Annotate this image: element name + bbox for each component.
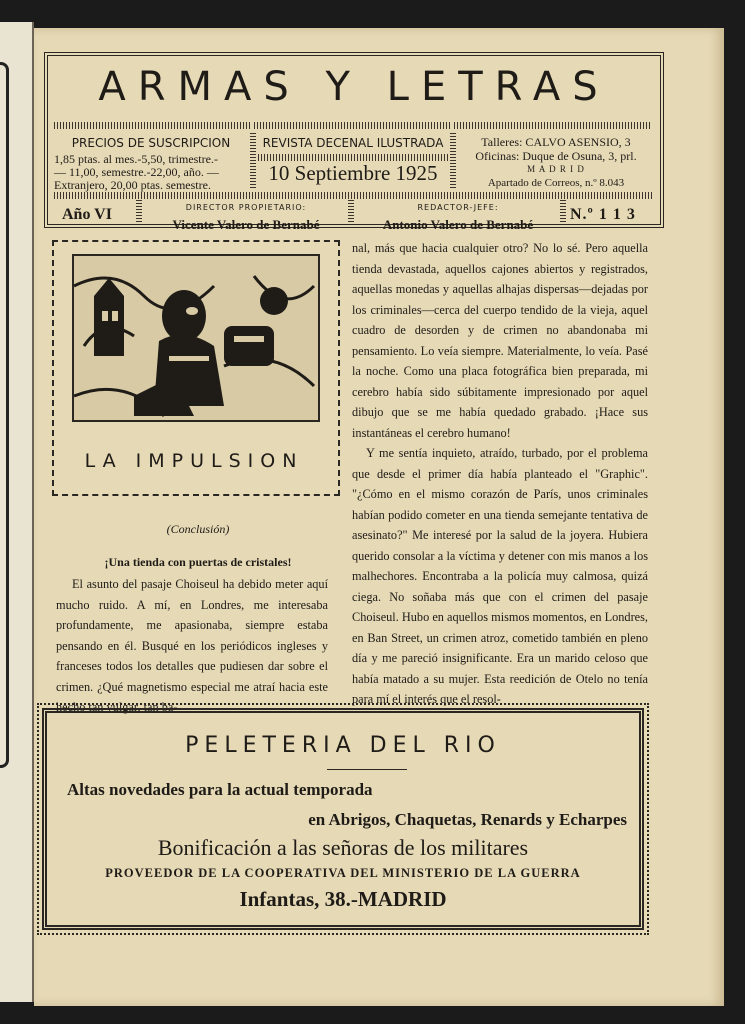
ad-line: Bonificación a las señoras de los militares: [157, 835, 529, 860]
article-paragraph: Y me sentía inquieto, atraído, turbado, por el problema que desde el primer día había planteado el "Graphic". "¿Cómo en el mismo corazón de París, unos criminales habían podido cometer en una tienda semejante tentativa de asesinato?" Me interesé por la salud de la joyera. Hubiera querido consolar a la víctima y detener con mis manos a los malhechores. Encontraba a la policía muy calmosa, quizá ciega. No soñaba más que con el crimen del pasaje Choiseul. Hubo en aquellos mismos momentos, en Londres, en Ban Street, un crimen atroz, cometido también en pleno día y me pareció insignificante. Era un marido celoso que había matado a su mujer. Esta reedición de Otelo no tenía para mí el interés que el resol-: [352, 446, 648, 706]
article-note: (Conclusión): [166, 522, 230, 536]
issue-number: N.º 1 1 3: [570, 206, 636, 223]
column-rule: [560, 200, 566, 222]
article-subheading: ¡Una tienda con puertas de cristales!: [104, 555, 292, 569]
article-title: LA IMPULSION: [84, 450, 304, 472]
workshop-box: [460, 136, 652, 190]
editor-name: Antonio Valero de Bernabé: [382, 217, 534, 232]
ad-title: PELETERIA DEL RIO: [185, 733, 501, 758]
magazine-title: ARMAS Y LETRAS: [98, 64, 610, 110]
advertisement-box: [42, 708, 644, 930]
article-right-column: [352, 238, 648, 708]
director-box: [148, 201, 344, 232]
subscription-heading: PRECIOS DE SUSCRIPCION: [71, 136, 231, 150]
column-rule: [450, 132, 456, 188]
issue-date: 10 Septiembre 1925: [268, 161, 438, 185]
workshop-city: M A D R I D: [527, 164, 585, 174]
workshop-line: Oficinas: Duque de Osuna, 3, prl.: [475, 148, 637, 163]
director-label: DIRECTOR PROPIETARIO:: [185, 203, 307, 212]
center-box: [258, 136, 448, 185]
magazine-type: REVISTA DECENAL ILUSTRADA: [262, 136, 444, 150]
column-rule: [250, 132, 256, 188]
editor-box: [360, 201, 556, 232]
masthead-hatch: [54, 122, 250, 129]
center-hatch: [258, 154, 448, 161]
column-rule: [348, 200, 354, 222]
ad-line: Altas novedades para la actual temporada: [67, 780, 373, 799]
editor-label: REDACTOR-JEFE:: [417, 203, 499, 212]
article-left-column: [56, 574, 328, 714]
subscription-line: 1,85 ptas. al mes.-5,50, trimestre.-: [54, 152, 218, 166]
masthead-hatch: [454, 122, 652, 129]
woodcut-drawing: [74, 256, 318, 420]
volume-year: Año VI: [62, 206, 112, 223]
article-paragraph: El asunto del pasaje Choiseul ha debido meter aquí mucho ruido. A mí, en Londres, me interesaba profundamente, me apasionaba, siempre estaba pensando en él. Busqué en los periódicos ingleses y franceses todos los detalles que pudiesen dar sobre el crimen. ¿Qué magnetismo especial me atraí hacia este hecho tan vulgar, tan ba-: [56, 577, 328, 714]
adjacent-page-edge: [0, 22, 34, 1002]
subscription-line: Extranjero, 20,00 ptas. semestre.: [54, 178, 211, 192]
masthead-hatch: [54, 192, 652, 199]
masthead: [44, 52, 664, 232]
column-rule: [136, 200, 142, 222]
magazine-page: [34, 28, 724, 1006]
woodcut-illustration: [72, 254, 320, 422]
director-name: Vicente Valero de Bernabé: [172, 217, 320, 232]
ad-line: en Abrigos, Chaquetas, Renards y Echarpes: [308, 810, 627, 829]
page-curl: [0, 62, 9, 768]
ad-line: PROVEEDOR DE LA COOPERATIVA DEL MINISTERIO DE LA GUERRA: [105, 866, 581, 880]
ad-address: Infantas, 38.-MADRID: [239, 887, 447, 911]
workshop-line: Apartado de Correos, n.º 8.043: [487, 176, 625, 189]
masthead-hatch: [254, 122, 450, 129]
article-paragraph: nal, más que hacia cualquier otro? No lo sé. Pero aquella tienda devastada, aquellos cajones abiertos y registrados, aquellas monedas y aquellas alhajas dispersas—dejadas por los criminales—cerca del cuerpo tendido de la vieja, aquel cuadro de desorden y de crimen no abandonaba mi pensamiento. Lo veía siempre. Materialmente, lo veía. Pasé la noche. Como una placa fotográfica bien preparada, mi cerebro había sido súbitamente impresionado por aquel dibujo que se me había quedado grabado. ¡Hace sus instantáneas el cerebro humano!: [352, 241, 648, 440]
workshop-line: Talleres: CALVO ASENSIO, 3: [481, 135, 631, 149]
subscription-line: — 11,00, semestre.-22,00, año. —: [54, 165, 219, 179]
ad-divider: [327, 769, 407, 770]
subscription-box: [54, 136, 248, 192]
